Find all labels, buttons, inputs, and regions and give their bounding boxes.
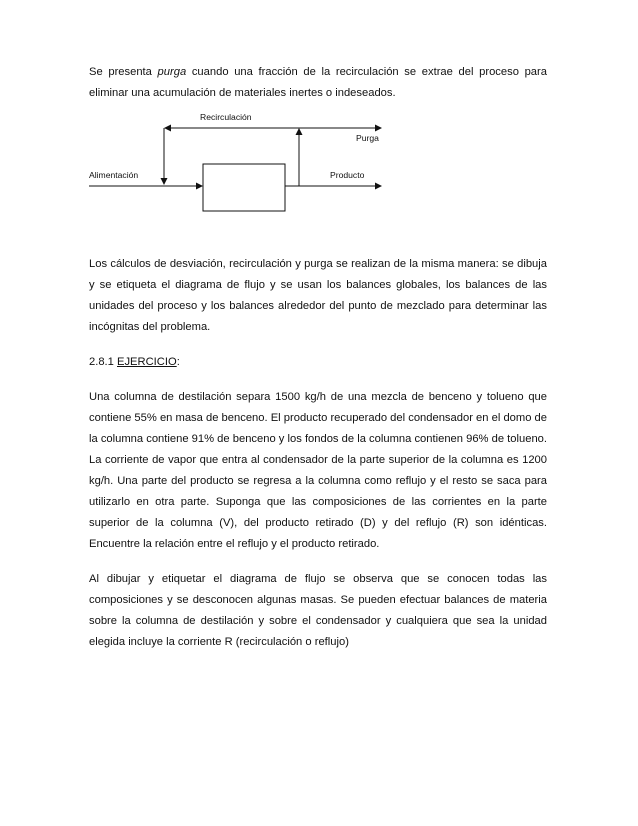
- process-unit-box: [203, 164, 285, 211]
- label-recirculacion: Recirculación: [200, 112, 252, 122]
- paragraph-diagram-notes: Al dibujar y etiquetar el diagrama de flujo se observa que se conocen todas las composiciones y se desconocen algunas masas. Se pueden efectuar balances de materia sobre la columna de destilación y sobre el condensador y cualquiera que sea la unidad elegida incluye la corriente R (recirculación o reflujo): [89, 573, 547, 648]
- document-page: [89, 62, 547, 653]
- section-heading: [89, 352, 547, 373]
- intro-after: cuando una fracción de la recirculación se extrae del proceso para eliminar una acumulación de materiales inertes o indeseados.: [89, 66, 547, 99]
- section-colon: :: [176, 356, 180, 368]
- intro-emphasis: purga: [157, 66, 187, 78]
- label-purga: Purga: [356, 133, 379, 143]
- section-title: EJERCICIO: [117, 356, 177, 368]
- paragraph-calculos: Los cálculos de desviación, recirculación y purga se realizan de la misma manera: se dibuja y se etiqueta el diagrama de flujo y se usan los balances globales, los balances de las unidades del proceso y los balances alrededor del punto de mezclado para determinar las incógnitas del problema.: [89, 258, 547, 333]
- label-alimentacion: Alimentación: [89, 170, 139, 180]
- label-producto: Producto: [330, 170, 365, 180]
- intro-before: Se presenta: [89, 66, 158, 78]
- purge-flow-diagram: [89, 108, 547, 243]
- intro-paragraph: [89, 62, 547, 104]
- flow-diagram-svg: [89, 108, 547, 243]
- paragraph-exercise: Una columna de destilación separa 1500 kg/h de una mezcla de benceno y tolueno que contiene 55% en masa de benceno. El producto recuperado del condensador en el domo de la columna contiene 91% de benceno y los fondos de la columna contienen 96% de tolueno. La corriente de vapor que entra al condensador de la parte superior de la columna es 1200 kg/h. Una parte del producto se regresa a la columna como reflujo y el resto se saca para utilizarlo en otra parte. Suponga que las composiciones de las corrientes en la parte superior de la columna (V), del producto retirado (D) y del reflujo (R) son idénticas. Encuentre la relación entre el reflujo y el producto retirado.: [89, 391, 547, 550]
- section-number: 2.8.1: [89, 356, 117, 368]
